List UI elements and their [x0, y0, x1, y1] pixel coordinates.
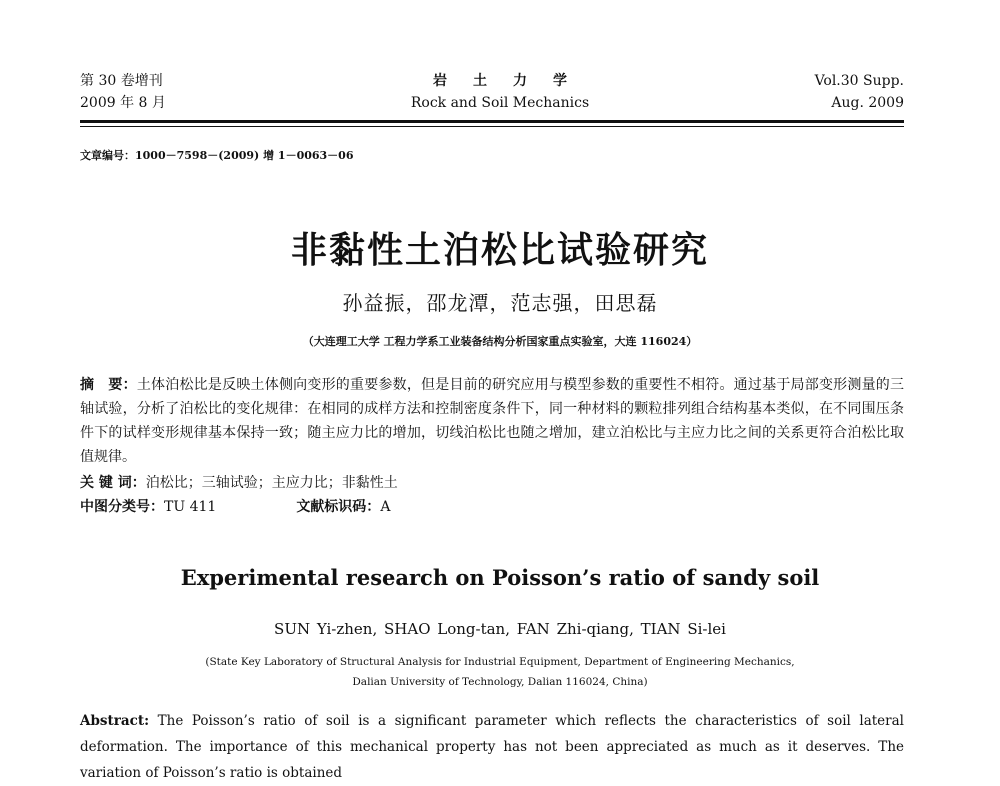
classification-row [80, 495, 390, 519]
affiliation-en [0, 652, 1000, 692]
authors-cn: 孙益振，邵龙潭，范志强，田思磊 [342, 291, 658, 315]
article-number: 文章编号：1000－7598－(2009) 增 1－0063－06 [80, 149, 354, 162]
journal-name-en: Rock and Soil Mechanics [410, 95, 590, 111]
affiliation-cn: （大连理工大学 工程力学系工业装备结构分析国家重点实验室，大连 116024） [302, 335, 698, 348]
doc-code-label: 文献标识码： [296, 499, 381, 515]
abstract-en-text: The Poisson’s ratio of soil is a significant parameter which reflects the characteristics of soil lateral deformation. The importance of this mechanical property has not been appreciated as much as it deserves. The variation of Poisson’s ratio is obtained [80, 713, 904, 781]
journal-issue-en [815, 70, 904, 114]
header-rule-thin [80, 126, 904, 127]
volume-supplement-en: Vol.30 Supp. [814, 73, 904, 89]
abstract-en-label: Abstract: [80, 713, 150, 729]
doc-code-value: A [380, 499, 391, 515]
abstract-en [80, 708, 904, 786]
journal-name-cn: 岩土力学 [433, 73, 593, 89]
header-rule-thick [80, 120, 904, 123]
clc-label: 中图分类号： [80, 499, 164, 515]
keywords-cn-label: 关 键 词： [80, 475, 146, 491]
clc-value: TU 411 [164, 499, 217, 515]
affiliation-en-line2: Dalian University of Technology, Dalian 116024, China) [352, 676, 648, 688]
abstract-cn-label: 摘 要： [80, 377, 137, 393]
volume-supplement-cn: 第 30 卷增刊 [80, 73, 163, 89]
title-en: Experimental research on Poisson’s ratio of sandy soil [180, 565, 820, 590]
keywords-cn-text: 泊松比；三轴试验；主应力比；非黏性土 [145, 475, 398, 491]
abstract-cn [80, 373, 904, 469]
title-cn: 非黏性土泊松比试验研究 [290, 229, 709, 271]
date-cn: 2009 年 8 月 [80, 95, 166, 111]
abstract-cn-text: 土体泊松比是反映土体侧向变形的重要参数，但是目前的研究应用与模型参数的重要性不相符。通过基于局部变形测量的三轴试验，分析了泊松比的变化规律：在相同的成样方法和控制密度条件下，同一种材料的颗粒排列组合结构基本类似，在不同围压条件下的试样变形规律基本保持一致；随主应力比的增加，切线泊松比也随之增加，建立泊松比与主应力比之间的关系更符合泊松比取值规律。 [80, 377, 904, 465]
authors-en: SUN Yi-zhen, SHAO Long-tan, FAN Zhi-qiang, TIAN Si-lei [274, 620, 726, 638]
date-en: Aug. 2009 [831, 95, 904, 111]
keywords-cn [80, 471, 398, 495]
affiliation-en-line1: (State Key Laboratory of Structural Analysis for Industrial Equipment, Department of Engineering Mechanics, [205, 656, 795, 668]
